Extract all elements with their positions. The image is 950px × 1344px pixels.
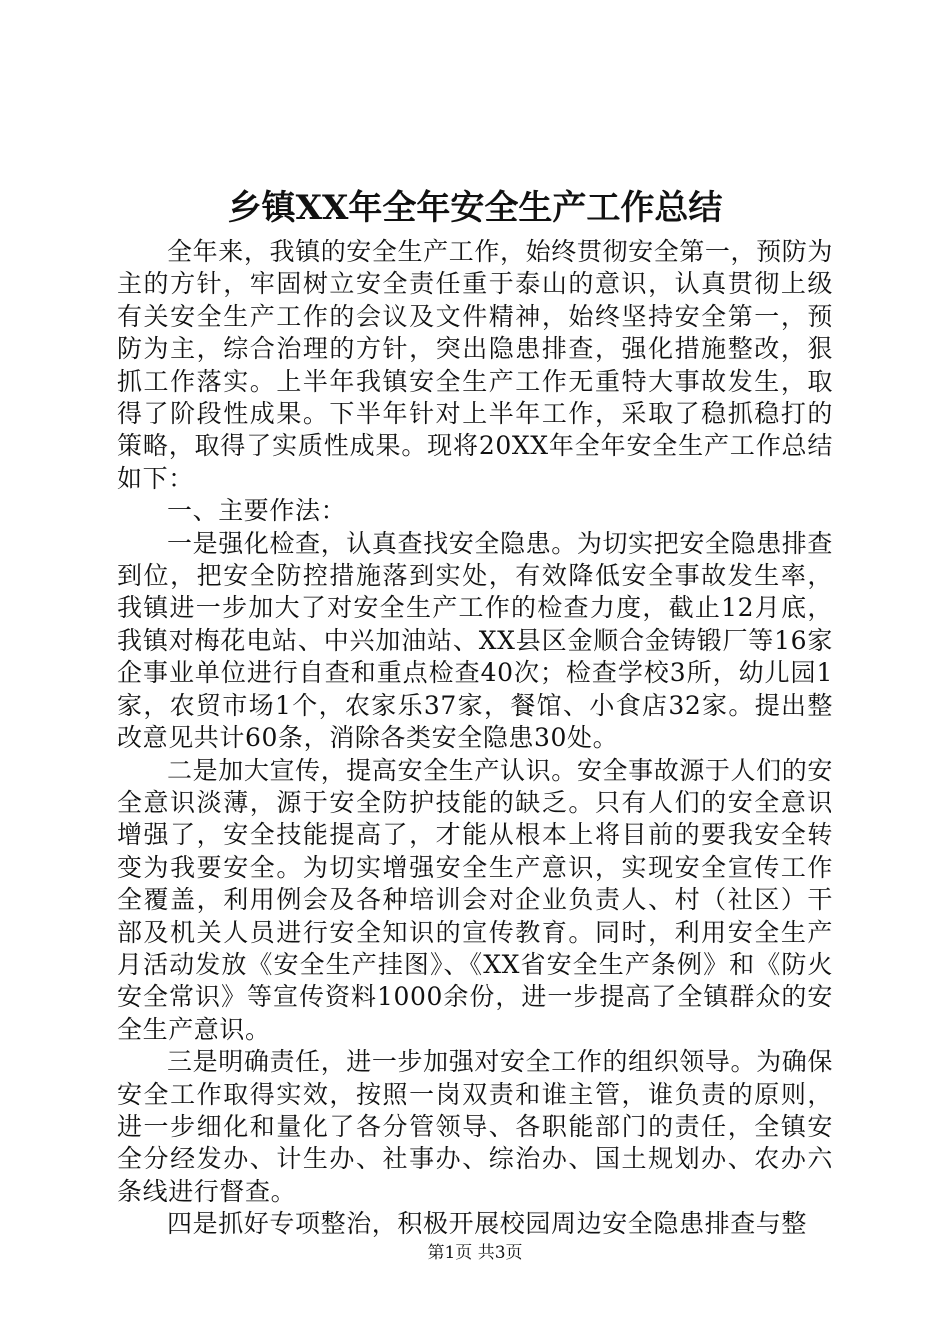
paragraph-responsibility: 三是明确责任，进一步加强对安全工作的组织领导。为确保安全工作取得实效，按照一岗双责和谁主管，谁负责的原则，进一步细化和量化了各分管领导、各职能部门的责任，全镇安全分经发办、计生办、社事办、综治办、国土规划办、农办六条线进行督查。: [117, 1047, 833, 1206]
paragraph-publicity: 二是加大宣传，提高安全生产认识。安全事故源于人们的安全意识淡薄，源于安全防护技能的缺乏。只有人们的安全意识增强了，安全技能提高了，才能从根本上将目前的要我安全转变为我要安全。为切实增强安全生产意识，实现安全宣传工作全覆盖，利用例会及各种培训会对企业负责人、村（社区）干部及机关人员进行安全知识的宣传教育。同时，利用安全生产月活动发放《安全生产挂图》、《XX省安全生产条例》和《防火安全常识》等宣传资料1000余份，进一步提高了全镇群众的安全生产意识。: [117, 755, 833, 1044]
page-number-footer: 第1页 共3页: [427, 1243, 523, 1263]
paragraph-inspection: 一是强化检查，认真查找安全隐患。为切实把安全隐患排查到位，把安全防控措施落到实处，有效降低安全事故发生率，我镇进一步加大了对安全生产工作的检查力度，截止12月底，我镇对梅花电站、中兴加油站、XX县区金顺合金铸锻厂等16家企事业单位进行自查和重点检查40次；检查学校3所，幼儿园1家，农贸市场1个，农家乐37家，餐馆、小食店32家。提出整改意见共计60条，消除各类安全隐患30处。: [117, 528, 833, 753]
paragraph-special-rectification: 四是抓好专项整治，积极开展校园周边安全隐患排查与整: [167, 1209, 808, 1239]
document-body: [117, 236, 833, 1241]
document-title: 乡镇XX年全年安全生产工作总结: [227, 188, 723, 228]
section-heading-main-methods: 一、主要作法：: [167, 496, 347, 526]
paragraph-intro: 全年来，我镇的安全生产工作，始终贯彻安全第一，预防为主的方针，牢固树立安全责任重于泰山的意识，认真贯彻上级有关安全生产工作的会议及文件精神，始终坚持安全第一，预防为主，综合治理的方针，突出隐患排查，强化措施整改，狠抓工作落实。上半年我镇安全生产工作无重特大事故发生，取得了阶段性成果。下半年针对上半年工作，采取了稳抓稳打的策略，取得了实质性成果。现将20XX年全年安全生产工作总结如下：: [117, 237, 833, 493]
